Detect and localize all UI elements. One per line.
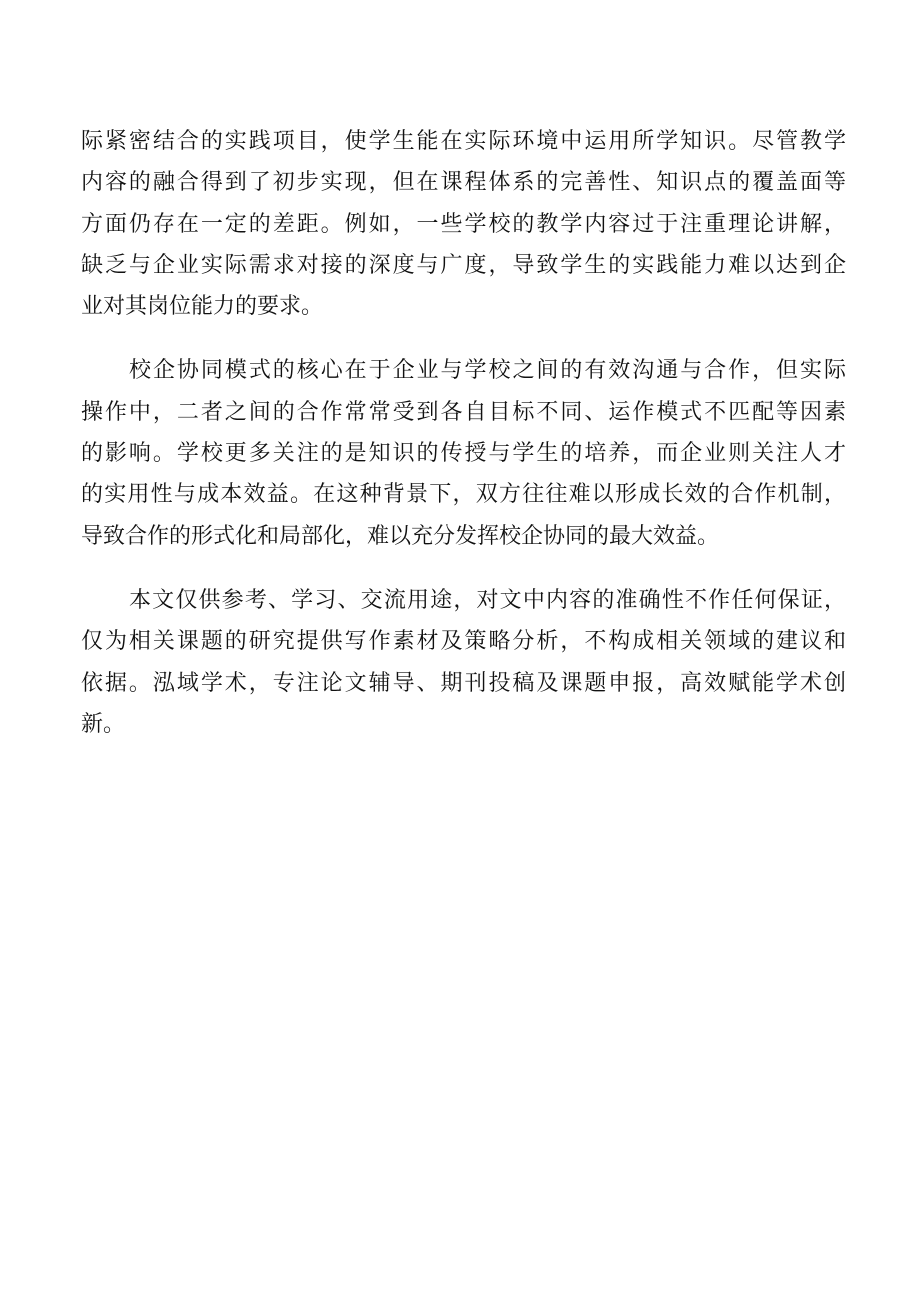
- paragraph-line: 仅为相关课题的研究提供写作素材及策略分析，不构成相关领域的建议和: [81, 629, 846, 655]
- paragraph-3: [81, 580, 846, 745]
- paragraph-line: 缺乏与企业实际需求对接的深度与广度，导致学生的实践能力难以达到企: [81, 252, 846, 278]
- paragraph-line: 的影响。学校更多关注的是知识的传授与学生的培养，而企业则关注人才: [81, 441, 846, 467]
- paragraph-line: 的实用性与成本效益。在这种背景下，双方往往难以形成长效的合作机制，: [81, 482, 846, 508]
- paragraph-line: 导致合作的形式化和局部化，难以充分发挥校企协同的最大效益。: [81, 523, 720, 549]
- document-body: [81, 121, 846, 768]
- paragraph-line: 校企协同模式的核心在于企业与学校之间的有效沟通与合作，但实际: [129, 358, 846, 384]
- paragraph-line: 本文仅供参考、学习、交流用途，对文中内容的准确性不作任何保证，: [129, 587, 846, 613]
- paragraph-line: 依据。泓域学术，专注论文辅导、期刊投稿及课题申报，高效赋能学术创: [81, 670, 846, 696]
- paragraph-2: [81, 350, 846, 556]
- paragraph-line: 新。: [81, 711, 126, 737]
- paragraph-line: 际紧密结合的实践项目，使学生能在实际环境中运用所学知识。尽管教学: [81, 129, 846, 154]
- paragraph-1: [81, 121, 846, 327]
- paragraph-line: 内容的融合得到了初步实现，但在课程体系的完善性、知识点的覆盖面等: [81, 170, 846, 196]
- paragraph-line: 业对其岗位能力的要求。: [81, 294, 324, 320]
- paragraph-line: 操作中，二者之间的合作常常受到各自目标不同、运作模式不匹配等因素: [81, 399, 846, 425]
- paragraph-line: 方面仍存在一定的差距。例如，一些学校的教学内容过于注重理论讲解，: [81, 211, 846, 237]
